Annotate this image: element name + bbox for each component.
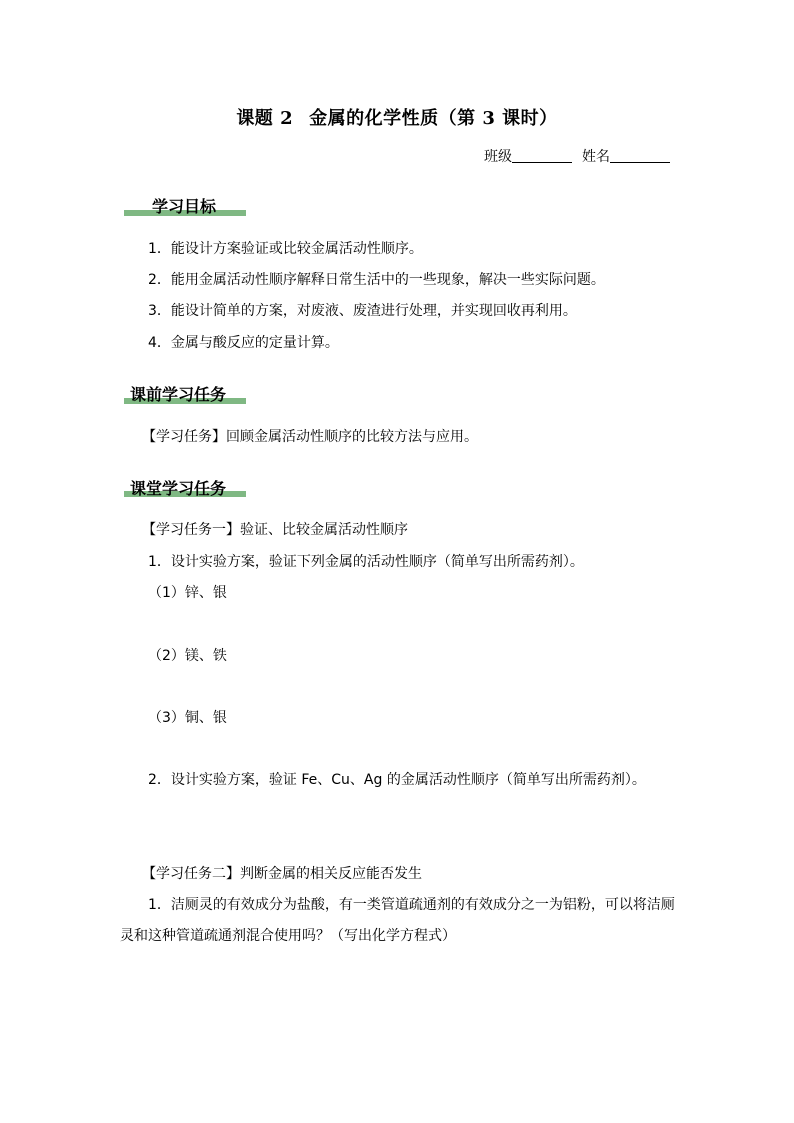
goals-heading: 学习目标	[152, 197, 217, 216]
task-one-sub-question: （3）铜、银	[148, 710, 227, 726]
goal-item: 3．能设计简单的方案，对废液、废渣进行处理，并实现回收再利用。	[148, 303, 577, 319]
pre-class-task: 【学习任务】回顾金属活动性顺序的比较方法与应用。	[142, 429, 478, 445]
task-two-question-1-line-2: 灵和这种管道疏通剂混合使用吗？（写出化学方程式）	[120, 928, 456, 944]
task-one-question-1: 1．设计实验方案，验证下列金属的活动性顺序（简单写出所需药剂）。	[148, 554, 584, 570]
title-topic: 金属的化学性质（第 3 课时）	[309, 108, 558, 129]
pre-class-heading: 课前学习任务	[130, 385, 227, 404]
goal-item: 2．能用金属活动性顺序解释日常生活中的一些现象，解决一些实际问题。	[148, 272, 605, 288]
task-one-label: 【学习任务一】验证、比较金属活动性顺序	[142, 522, 408, 538]
task-two-label: 【学习任务二】判断金属的相关反应能否发生	[142, 866, 422, 882]
title-lesson-number: 课题 2	[236, 108, 294, 129]
class-label: 班级	[484, 149, 512, 165]
name-label: 姓名	[582, 149, 610, 165]
goal-item: 1．能设计方案验证或比较金属活动性顺序。	[148, 241, 423, 257]
task-one-sub-question: （1）锌、银	[148, 585, 227, 601]
page-title	[0, 104, 794, 130]
name-blank[interactable]	[610, 148, 670, 163]
task-one-sub-question: （2）镁、铁	[148, 648, 227, 664]
task-one-question-2: 2．设计实验方案，验证 Fe、Cu、Ag 的金属活动性顺序（简单写出所需药剂）。	[148, 772, 646, 788]
class-name-line	[484, 146, 670, 166]
in-class-heading: 课堂学习任务	[130, 479, 227, 498]
task-two-question-1-line-1: 1．洁厕灵的有效成分为盐酸，有一类管道疏通剂的有效成分之一为铝粉，可以将洁厕	[148, 897, 675, 913]
goal-item: 4．金属与酸反应的定量计算。	[148, 335, 339, 351]
class-blank[interactable]	[512, 148, 572, 163]
